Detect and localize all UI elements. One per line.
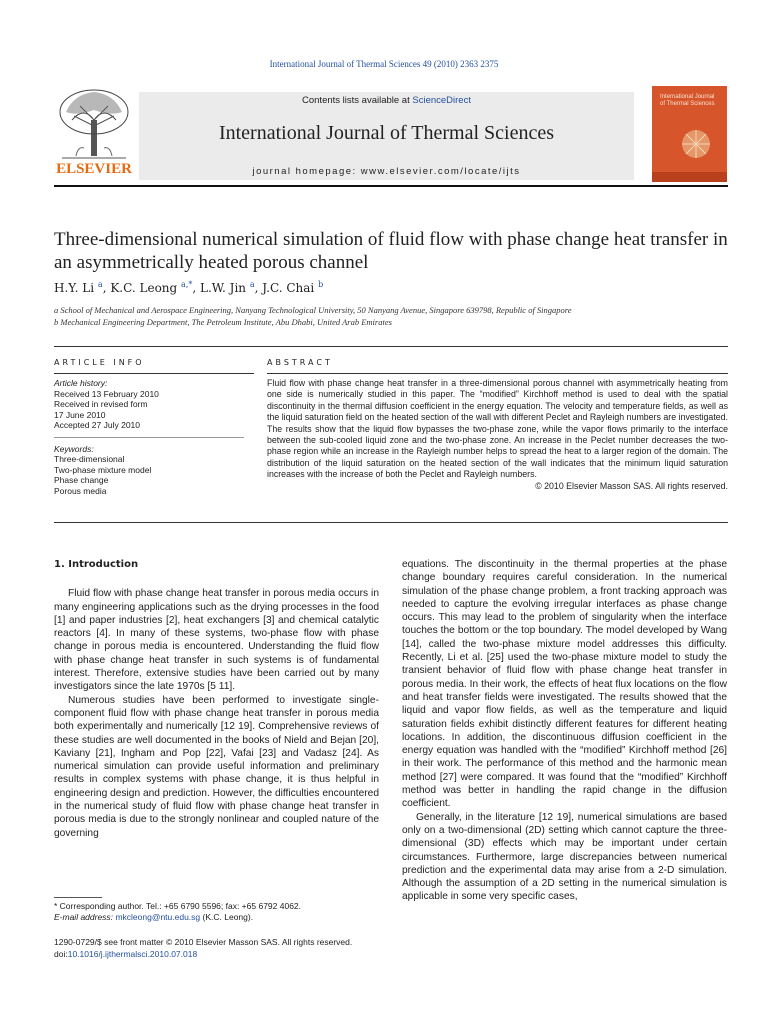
journal-reference[interactable]: International Journal of Thermal Sciences 49 (2010) 2363 2375 [269, 59, 499, 69]
history-line: Received in revised form [54, 399, 148, 409]
corresponding-author-note: * Corresponding author. Tel.: +65 6790 5596; fax: +65 6792 4062. [54, 901, 302, 911]
abstract-text: Fluid flow with phase change heat transfer in a three-dimensional porous channel with asymmetrically heating from one side is numerically studied in this paper. The “modified” Kirchhoff method is used to deal with the spatial discontinuity in the thermal diffusion coefficient in the energy equation. The velocity and temperature fields, as well as the liquid saturation field on the heated section of the wall with different Peclet and Rayleigh numbers are investigated. The results show that the liquid flow bypasses the two-phase zone, while the vapor flows primarily to the interface between the sub-cooled liquid zone and the two-phase zone. An increase in the Peclet number decreases the two-phase region while an increase in the Rayleigh number helps to spread the heat to a larger region of the domain. The distribution of the liquid saturation on the heated section of the wall indicates that the minimum liquid saturation increases with the increase of both the Peclet and Rayleigh numbers. [267, 378, 728, 480]
keyword: Porous media [54, 485, 107, 496]
article-info-heading: ARTICLE INFO [54, 358, 145, 367]
bottom-meta [54, 937, 454, 960]
body-left-column [54, 558, 379, 840]
section-rule [54, 346, 728, 347]
author-name: L.W. Jin [200, 281, 247, 295]
doi-link[interactable]: 10.1016/j.ijthermalsci.2010.07.018 [67, 948, 198, 959]
abstract-bottom-rule [54, 522, 728, 523]
contents-prefix: Contents lists available at [302, 95, 413, 106]
contents-line [139, 95, 634, 106]
body-right-column [402, 558, 727, 904]
article-title: Three-dimensional numerical simulation of fluid flow with phase change heat transfer in an asymmetrically heated porous channel [54, 229, 728, 273]
elsevier-tree-icon [54, 86, 134, 164]
issn-line: 1290-0729/$ see front matter © 2010 Elsevier Masson SAS. All rights reserved. [54, 937, 353, 947]
body-paragraph: Numerous studies have been performed to investigate single-component fluid flow with phase change heat transfer in porous media both experimentally and numerically [12 19]. Comprehensive reviews of these studies are well documented in the books of Nield and Bejan [20], Kaviany [21], Ingham and Pop [22], Vafai [23] and Vadasz [24]. As numerical simulation can provide useful information and preliminary results in complex systems with phase change, it is thus helpful in engineering design and prediction. However, the difficulties encountered in the numerical study of fluid flow with phase change heat transfer in porous media is due to the strongly nonlinear and coupled nature of the governing [54, 694, 379, 839]
info-divider [54, 437, 244, 438]
journal-homepage-link[interactable]: journal homepage: www.elsevier.com/locate/ijts [252, 166, 521, 177]
masthead-rule [54, 185, 728, 187]
author-affiliation-ref[interactable]: a [249, 280, 255, 289]
email-line [54, 912, 384, 923]
sciencedirect-link[interactable]: ScienceDirect [412, 95, 471, 106]
author-affiliation-ref[interactable]: a,* [181, 280, 193, 289]
doi-line [54, 949, 454, 961]
masthead [54, 86, 728, 186]
author-name: J.C. Chai [262, 281, 315, 295]
doi-label: doi: [54, 948, 68, 959]
footnote-rule [54, 897, 102, 898]
journal-cover-thumbnail[interactable] [652, 86, 727, 182]
history-label: Article history: [54, 378, 108, 388]
author-list: H.Y. Li $^a$, K.C. Leong $^{a,*}$, L.W. Jin $^a$, J.C. Chai $^b$ [54, 280, 324, 295]
email-link[interactable]: mkcleong@ntu.edu.sg [115, 912, 201, 922]
history-line: 17 June 2010 [54, 409, 106, 420]
keyword: Phase change [54, 475, 109, 485]
abstract-rule [267, 373, 728, 374]
affiliations [54, 304, 728, 328]
author-name: K.C. Leong [110, 281, 178, 295]
abstract-heading: ABSTRACT [267, 358, 333, 367]
abstract [267, 378, 728, 492]
author-affiliation-ref[interactable]: a [97, 280, 103, 289]
cover-title: International Journal of Thermal Sciences [660, 94, 715, 107]
author-affiliation-ref[interactable]: b [318, 280, 324, 289]
history-line: Received 13 February 2010 [54, 388, 159, 399]
section-heading: 1. Introduction [54, 559, 139, 570]
keyword: Three-dimensional [54, 454, 125, 464]
author-name: H.Y. Li [54, 281, 95, 295]
cover-art-icon [652, 86, 727, 182]
keyword: Two-phase mixture model [54, 464, 152, 475]
article-info [54, 378, 254, 496]
email-label: E-mail address: [54, 912, 114, 922]
abstract-copyright: © 2010 Elsevier Masson SAS. All rights reserved. [535, 480, 728, 491]
journal-title: International Journal of Thermal Sciences [218, 122, 555, 144]
elsevier-logo [54, 86, 134, 182]
body-paragraph: Generally, in the literature [12 19], numerical simulations are based only on a two-dimensional (2D) setting which cannot capture the three-dimensional (3D) effects which may be important under certain circumstances. Furthermore, large discrepancies between numerical prediction and the experimental data may arise from a 2-D simulation. Although the assumption of a 2D setting in the numerical simulation is applicable in some very specific cases, [402, 811, 727, 903]
elsevier-wordmark: ELSEVIER [56, 161, 132, 177]
history-line: Accepted 27 July 2010 [54, 420, 141, 430]
journal-banner [139, 92, 634, 180]
affiliation-a: a School of Mechanical and Aerospace Engineering, Nanyang Technological University, 50 Nanyang Avenue, Singapore 639798, Republic of Singapore [54, 305, 572, 315]
affiliation-b: b Mechanical Engineering Department, The Petroleum Institute, Abu Dhabi, United Arab Emirates [54, 317, 392, 327]
footnotes [54, 901, 384, 923]
email-suffix: (K.C. Leong). [202, 912, 254, 922]
body-paragraph: equations. The discontinuity in the thermal properties at the phase change boundary requires careful consideration. In the numerical simulation of the phase change problem, a front tracking approach was needed to capture the evolving irregular interfaces as phase change occurs. This may lead to the problem of singularity when the interface touches the bottom or the top boundary. The model developed by Wang [14], called the two-phase mixture model addresses this difficulty. Recently, Li et al. [25] used the two-phase mixture model to study the transient behavior of fluid flow with phase change heat transfer in porous media. In their work, the effects of heat flux locations on the flow and heat transfer fields were investigated. The results showed that the liquid and vapor flow fields, as well as the temperature and liquid saturation fields exhibit distinctly different features for different heating locations. In addition, the discontinuous diffusion coefficient in the energy equation was handled with the “modified” Kirchhoff method [26] in their work. The performance of this method and the harmonic mean method [27] were compared. It was found that the “modified” Kirchhoff method was better in handling the rapid change in the diffusion coefficient. [402, 559, 727, 810]
article-info-rule [54, 373, 254, 374]
keywords-label: Keywords: [54, 443, 94, 454]
body-paragraph: Fluid flow with phase change heat transfer in porous media occurs in many engineering applications such as the drying processes in the food [1] and paper industries [2], heat exchangers [3] and chemical catalytic reactors [4]. In many of these systems, two-phase flow with phase change in porous media is encountered. Understanding the fluid flow with phase change heat transfer in such systems is of fundamental interest. Therefore, extensive studies have been carried out by many investigators since the late 1970s [5 11]. [54, 588, 379, 693]
